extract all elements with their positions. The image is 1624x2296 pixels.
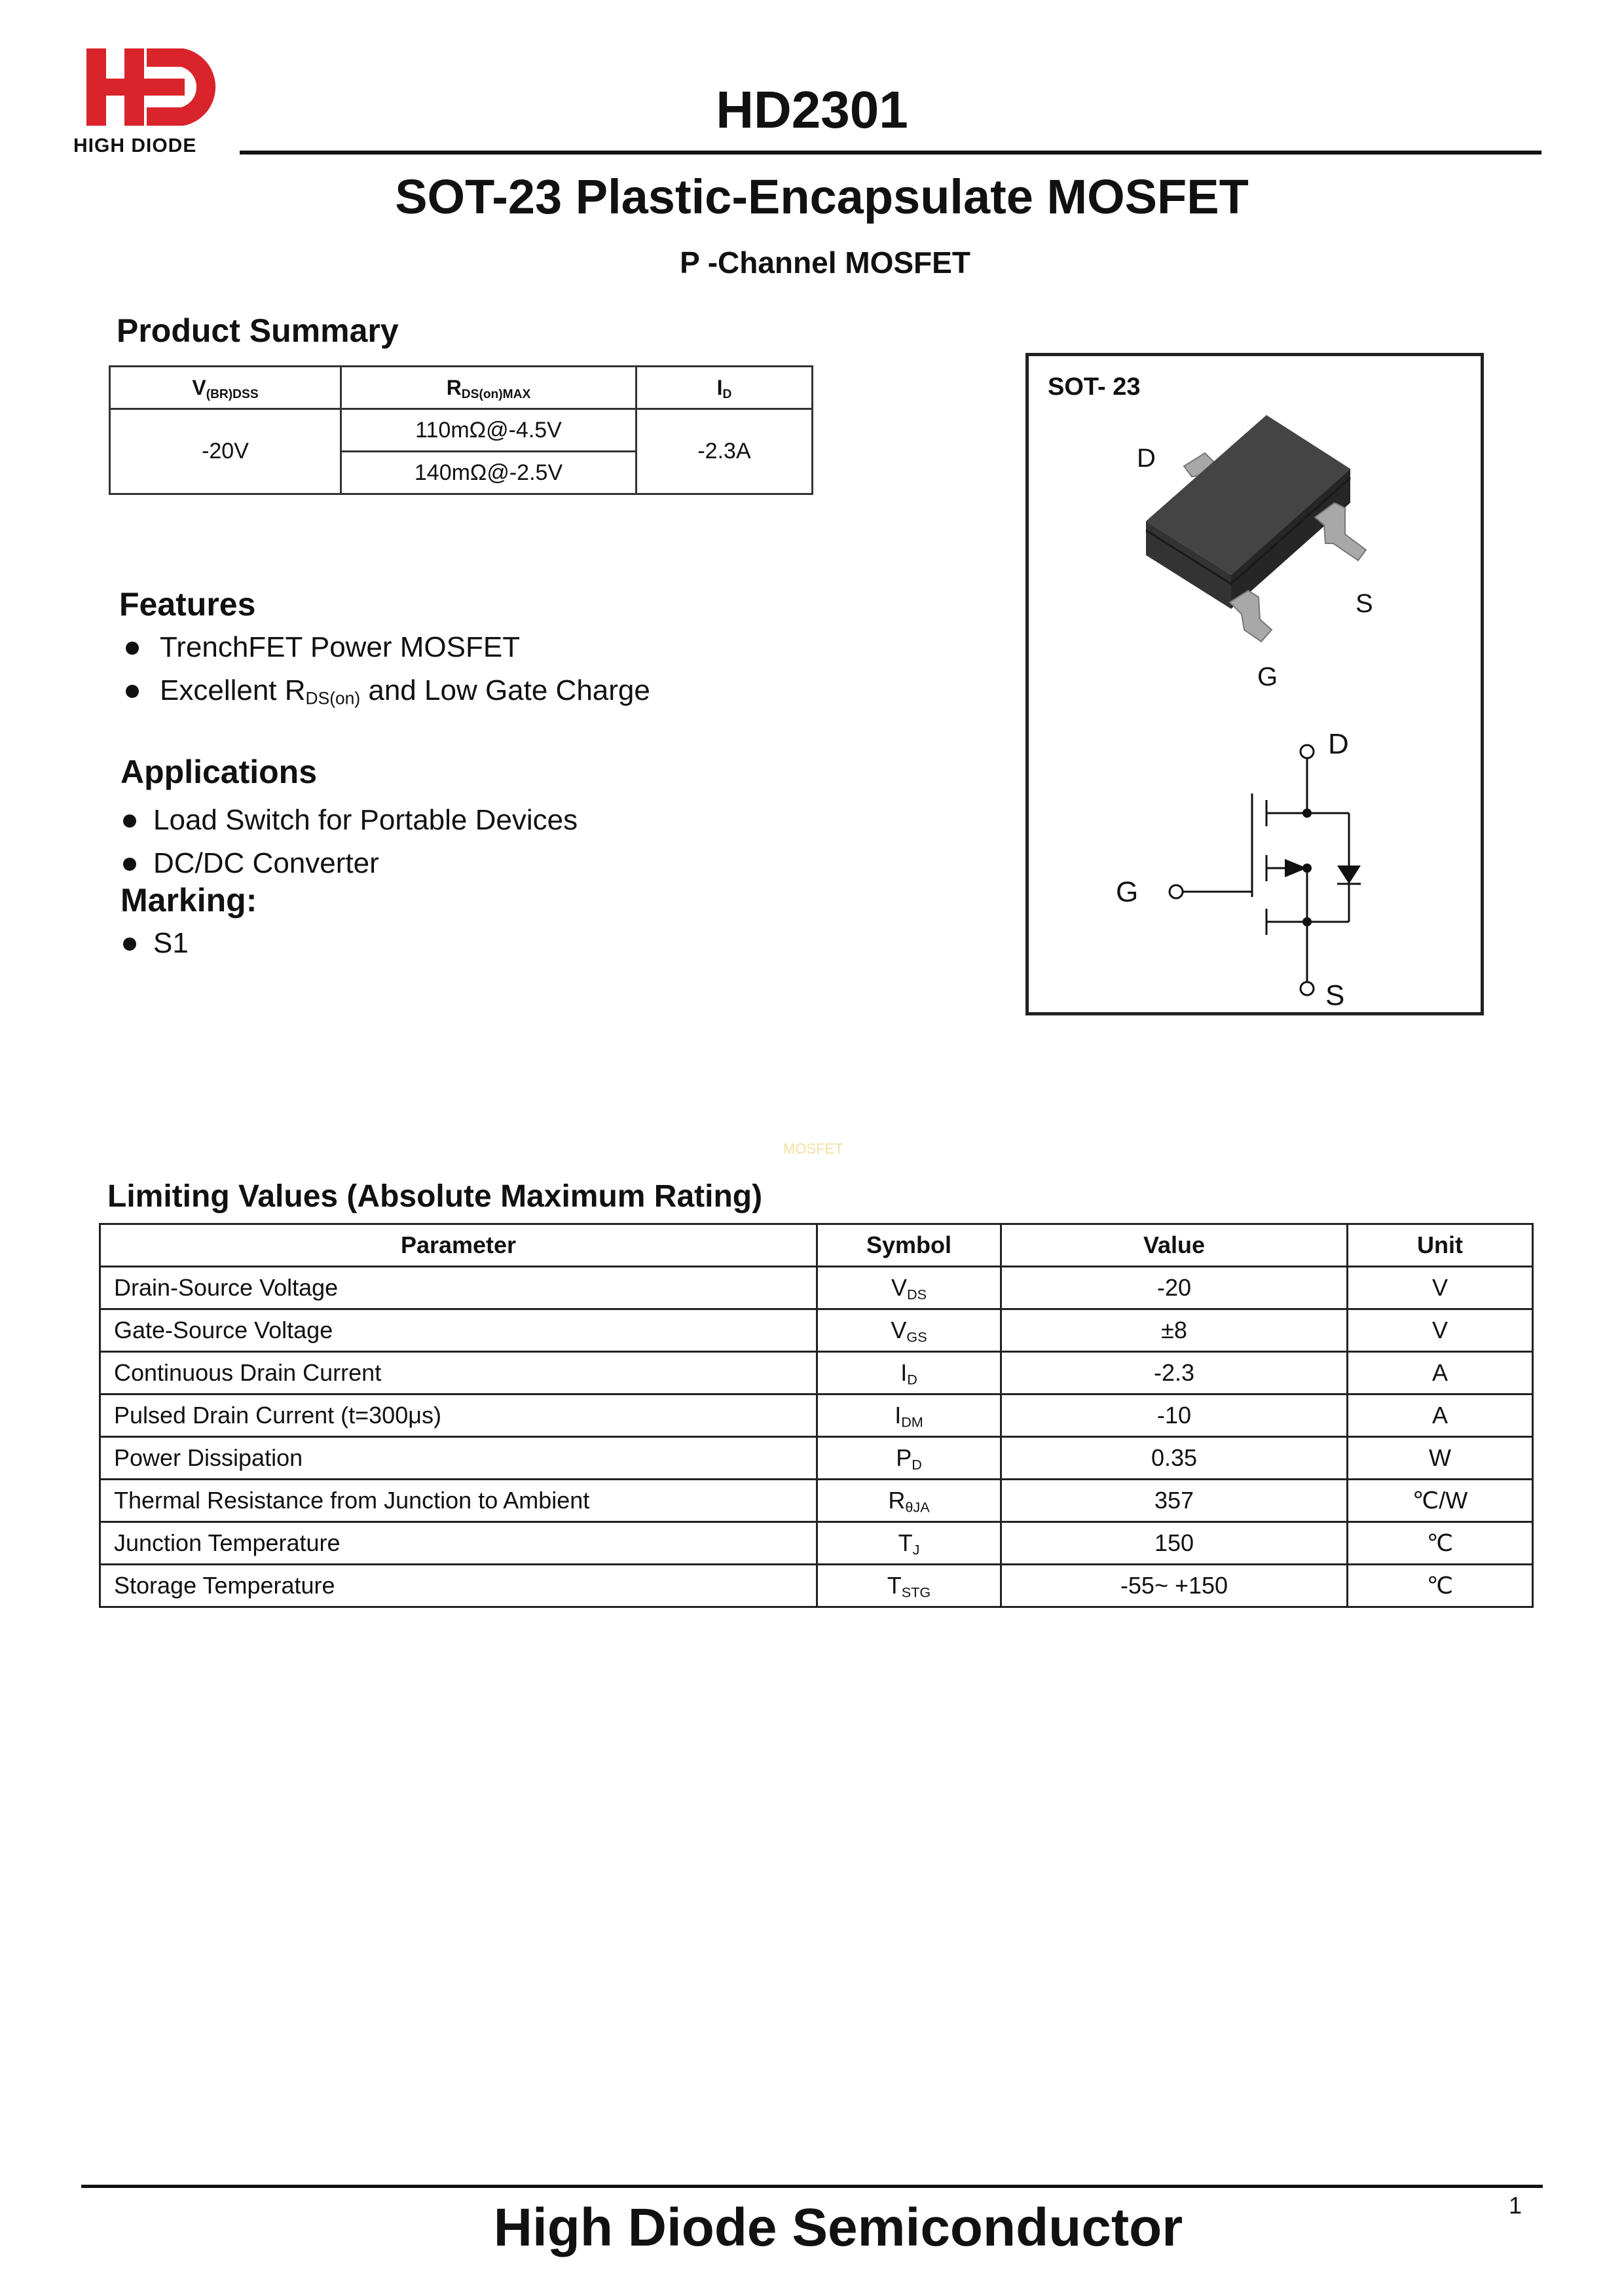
schematic-label-gate: G bbox=[1116, 876, 1139, 908]
table-row bbox=[100, 1267, 1533, 1309]
part-number: HD2301 bbox=[716, 81, 908, 139]
unit-cell: V bbox=[1348, 1309, 1533, 1352]
table-row bbox=[100, 1352, 1533, 1394]
list-item: Excellent $R_{DS(on)}$ and Low Gate Charge bbox=[119, 669, 650, 712]
package-label: SOT- 23 bbox=[1048, 373, 1141, 401]
column-header: $V_{(BR)DSS}$ bbox=[110, 367, 341, 409]
symbol-cell: $I_{DM}$ bbox=[817, 1394, 1001, 1437]
marking-list bbox=[117, 922, 189, 965]
value-cell: 357 bbox=[1001, 1480, 1348, 1522]
unit-cell: ℃ bbox=[1348, 1565, 1533, 1607]
column-header: Symbol bbox=[817, 1224, 1001, 1267]
unit-cell: A bbox=[1348, 1352, 1533, 1394]
sot23-package-icon bbox=[1107, 406, 1447, 701]
value-cell: -55~ +150 bbox=[1001, 1565, 1348, 1607]
list-item: S1 bbox=[117, 922, 189, 965]
column-header: $R_{DS(on)MAX}$ bbox=[341, 367, 637, 409]
value-cell: -10 bbox=[1001, 1394, 1348, 1437]
symbol-cell: $I_D$ bbox=[817, 1352, 1001, 1394]
features-list bbox=[119, 626, 650, 712]
table-row bbox=[100, 1309, 1533, 1352]
bullet-icon bbox=[123, 814, 136, 828]
list-item: Load Switch for Portable Devices bbox=[117, 799, 578, 842]
table-header-row bbox=[100, 1224, 1533, 1267]
parameter-cell: Junction Temperature bbox=[100, 1522, 817, 1565]
page-number: 1 bbox=[1509, 2192, 1522, 2219]
pin-label-source: S bbox=[1356, 589, 1373, 618]
value-cell: 0.35 bbox=[1001, 1437, 1348, 1480]
parameter-cell: Pulsed Drain Current (t=300μs) bbox=[100, 1394, 817, 1437]
column-header: Unit bbox=[1348, 1224, 1533, 1267]
id-value: -2.3A bbox=[637, 409, 813, 494]
pin-label-drain: D bbox=[1137, 444, 1156, 473]
header-divider bbox=[240, 151, 1541, 155]
product-summary-heading: Product Summary bbox=[117, 312, 399, 349]
table-row bbox=[110, 409, 813, 452]
features-heading: Features bbox=[119, 586, 256, 623]
vbr-value: -20V bbox=[110, 409, 341, 494]
unit-cell: ℃/W bbox=[1348, 1480, 1533, 1522]
limiting-values-heading: Limiting Values (Absolute Maximum Rating) bbox=[107, 1179, 763, 1214]
product-summary-table bbox=[109, 365, 813, 495]
unit-cell: ℃ bbox=[1348, 1522, 1533, 1565]
parameter-cell: Storage Temperature bbox=[100, 1565, 817, 1607]
symbol-cell: $V_{DS}$ bbox=[817, 1267, 1001, 1309]
applications-heading: Applications bbox=[120, 754, 318, 790]
unit-cell: A bbox=[1348, 1394, 1533, 1437]
column-header: Parameter bbox=[100, 1224, 817, 1267]
applications-list bbox=[117, 799, 578, 885]
marking-heading: Marking: bbox=[120, 882, 257, 919]
parameter-cell: Gate-Source Voltage bbox=[100, 1309, 817, 1352]
rds-value: 140mΩ@-2.5V bbox=[341, 452, 637, 494]
parameter-cell: Power Dissipation bbox=[100, 1437, 817, 1480]
table-row bbox=[100, 1394, 1533, 1437]
table-row bbox=[100, 1522, 1533, 1565]
schematic-label-drain: D bbox=[1328, 728, 1349, 760]
table-row bbox=[100, 1565, 1533, 1607]
value-cell: -20 bbox=[1001, 1267, 1348, 1309]
bullet-icon bbox=[123, 938, 136, 951]
symbol-cell: $T_J$ bbox=[817, 1522, 1001, 1565]
document-subtitle: P -Channel MOSFET bbox=[680, 246, 970, 280]
table-row bbox=[100, 1480, 1533, 1522]
logo-wordmark: HIGH DIODE bbox=[73, 135, 197, 156]
column-header: Value bbox=[1001, 1224, 1348, 1267]
list-item: TrenchFET Power MOSFET bbox=[119, 626, 650, 669]
symbol-cell: $P_D$ bbox=[817, 1437, 1001, 1480]
bullet-icon bbox=[126, 642, 139, 655]
symbol-cell: $V_{GS}$ bbox=[817, 1309, 1001, 1352]
schematic-label-source: S bbox=[1325, 979, 1345, 1011]
value-cell: -2.3 bbox=[1001, 1352, 1348, 1394]
pin-label-gate: G bbox=[1257, 663, 1278, 691]
bullet-icon bbox=[126, 685, 139, 698]
bullet-icon bbox=[123, 858, 136, 871]
footer-divider bbox=[81, 2185, 1543, 2188]
unit-cell: W bbox=[1348, 1437, 1533, 1480]
parameter-cell: Thermal Resistance from Junction to Ambient bbox=[100, 1480, 817, 1522]
rds-value: 110mΩ@-4.5V bbox=[341, 409, 637, 452]
list-item: DC/DC Converter bbox=[117, 842, 578, 885]
p-channel-mosfet-symbol-icon bbox=[1107, 720, 1395, 1008]
unit-cell: V bbox=[1348, 1267, 1533, 1309]
column-header: $I_D$ bbox=[637, 367, 813, 409]
symbol-cell: $R_{\theta JA}$ bbox=[817, 1480, 1001, 1522]
parameter-cell: Drain-Source Voltage bbox=[100, 1267, 817, 1309]
watermark: MOSFET bbox=[783, 1140, 843, 1157]
footer-company-name: High Diode Semiconductor bbox=[493, 2198, 1183, 2257]
table-row bbox=[100, 1437, 1533, 1480]
parameter-cell: Continuous Drain Current bbox=[100, 1352, 817, 1394]
table-header-row bbox=[110, 367, 813, 409]
document-title: SOT-23 Plastic-Encapsulate MOSFET bbox=[395, 170, 1249, 224]
value-cell: ±8 bbox=[1001, 1309, 1348, 1352]
symbol-cell: $T_{STG}$ bbox=[817, 1565, 1001, 1607]
value-cell: 150 bbox=[1001, 1522, 1348, 1565]
limiting-values-table bbox=[99, 1223, 1534, 1608]
